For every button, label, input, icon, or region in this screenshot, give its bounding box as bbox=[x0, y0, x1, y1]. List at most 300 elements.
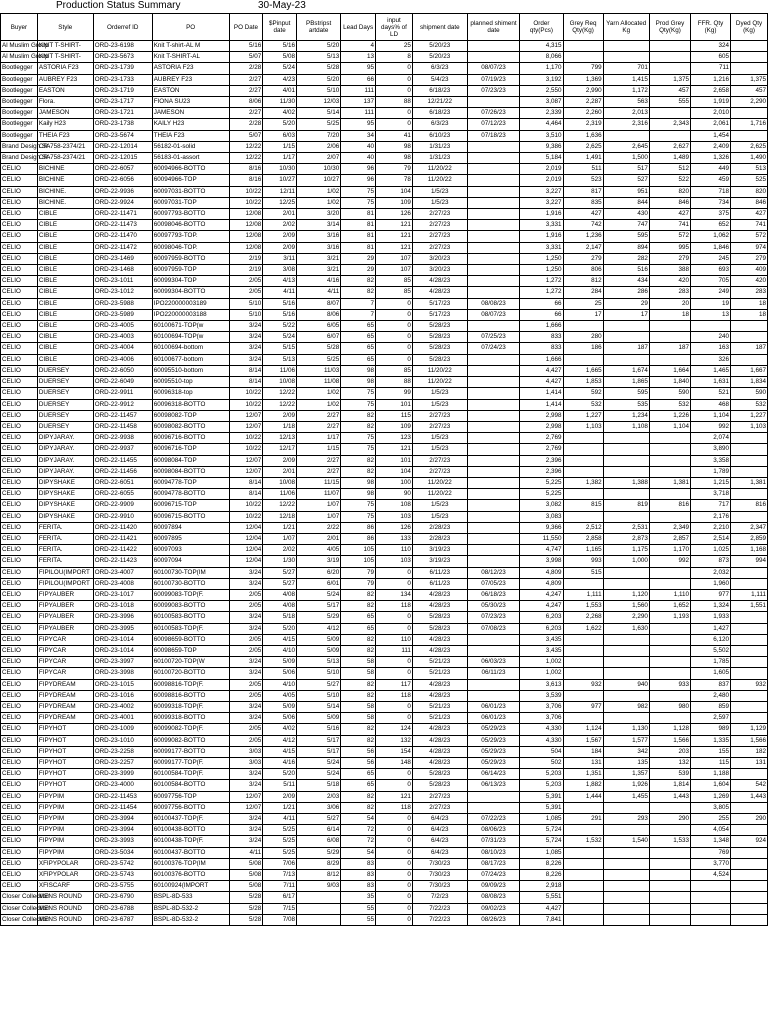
table-cell bbox=[603, 455, 649, 466]
table-cell: 104 bbox=[376, 186, 413, 197]
table-cell: 06/13/23 bbox=[467, 780, 520, 791]
table-cell: 4/16 bbox=[263, 758, 297, 769]
table-row bbox=[1, 791, 768, 802]
table-cell: 2/05 bbox=[229, 645, 263, 656]
table-cell: 1/5/23 bbox=[412, 388, 467, 399]
table-cell: 2/05 bbox=[229, 276, 263, 287]
table-cell: 1,111 bbox=[563, 589, 603, 600]
table-cell: 121 bbox=[376, 791, 413, 802]
table-cell: ORD-23-4000 bbox=[93, 780, 152, 791]
table-row bbox=[1, 287, 768, 298]
table-row bbox=[1, 276, 768, 287]
table-cell: 98 bbox=[341, 365, 376, 376]
table-cell: 993 bbox=[563, 556, 603, 567]
table-cell: 96 bbox=[341, 164, 376, 175]
table-cell: 60098082-TOP bbox=[152, 410, 229, 421]
table-cell: 291 bbox=[563, 814, 603, 825]
table-cell: 1/5/23 bbox=[412, 511, 467, 522]
table-cell: 3,890 bbox=[691, 444, 731, 455]
table-cell: 1/17 bbox=[263, 153, 297, 164]
table-cell: 6/11/23 bbox=[412, 578, 467, 589]
table-cell: 4/05 bbox=[263, 690, 297, 701]
table-cell: 4,315 bbox=[520, 41, 563, 52]
table-cell: 7/13 bbox=[263, 870, 297, 881]
table-row bbox=[1, 825, 768, 836]
table-cell: 7 bbox=[341, 309, 376, 320]
table-cell: 286 bbox=[603, 287, 649, 298]
table-row bbox=[1, 231, 768, 242]
table-cell: 5/13 bbox=[263, 354, 297, 365]
table-cell bbox=[467, 197, 520, 208]
table-cell: 0 bbox=[376, 713, 413, 724]
table-cell: 5/10 bbox=[297, 690, 341, 701]
table-cell: 8,226 bbox=[520, 858, 563, 869]
table-cell: 3,718 bbox=[691, 489, 731, 500]
table-cell: EASTON bbox=[37, 85, 93, 96]
table-cell: 2/05 bbox=[229, 735, 263, 746]
table-cell: CELIO bbox=[1, 287, 38, 298]
table-cell: 2,859 bbox=[731, 533, 768, 544]
table-row bbox=[1, 724, 768, 735]
table-cell: ORD-23-5743 bbox=[93, 870, 152, 881]
table-cell: 0 bbox=[376, 914, 413, 925]
table-cell: 4/28/23 bbox=[412, 634, 467, 645]
table-cell bbox=[731, 668, 768, 679]
table-row bbox=[1, 914, 768, 925]
table-cell: 504 bbox=[520, 746, 563, 757]
table-cell: 187 bbox=[603, 343, 649, 354]
table-cell bbox=[649, 466, 690, 477]
table-cell: 5/28/23 bbox=[412, 612, 467, 623]
table-cell: 10/27 bbox=[263, 175, 297, 186]
table-cell bbox=[467, 421, 520, 432]
table-cell: 83 bbox=[341, 870, 376, 881]
table-cell: 2,319 bbox=[563, 119, 603, 130]
table-cell: 5/28 bbox=[229, 903, 263, 914]
table-cell: 6/08 bbox=[297, 836, 341, 847]
table-cell: 5/06 bbox=[263, 668, 297, 679]
table-cell: 0 bbox=[376, 612, 413, 623]
table-cell: FIPYAUBER bbox=[37, 601, 93, 612]
table-cell bbox=[731, 892, 768, 903]
table-cell: 6/11/23 bbox=[412, 567, 467, 578]
table-cell: 1/31/23 bbox=[412, 141, 467, 152]
table-cell bbox=[467, 511, 520, 522]
table-cell: ORD-23-3995 bbox=[93, 623, 152, 634]
table-cell bbox=[731, 881, 768, 892]
table-cell: 592 bbox=[563, 388, 603, 399]
table-cell: CELIO bbox=[1, 489, 38, 500]
table-cell: 3/21 bbox=[297, 253, 341, 264]
table-cell bbox=[731, 825, 768, 836]
table-cell bbox=[603, 892, 649, 903]
table-cell: 60097093 bbox=[152, 545, 229, 556]
table-cell: 1,236 bbox=[563, 231, 603, 242]
table-cell: 110 bbox=[376, 545, 413, 556]
table-cell: 103 bbox=[376, 556, 413, 567]
table-cell: 82 bbox=[341, 466, 376, 477]
table-cell: 1,789 bbox=[691, 466, 731, 477]
table-cell: FERITA. bbox=[37, 545, 93, 556]
table-row bbox=[1, 758, 768, 769]
table-cell: ORD-23-3993 bbox=[93, 836, 152, 847]
table-cell: 5/28/23 bbox=[412, 780, 467, 791]
table-cell: 118 bbox=[376, 690, 413, 701]
table-cell bbox=[649, 578, 690, 589]
table-cell: 5,551 bbox=[520, 892, 563, 903]
table-cell: 4/28/23 bbox=[412, 589, 467, 600]
table-cell: 107 bbox=[376, 253, 413, 264]
table-cell: 1,553 bbox=[563, 601, 603, 612]
table-cell: 08/10/23 bbox=[467, 847, 520, 858]
table-cell bbox=[563, 52, 603, 63]
table-row bbox=[1, 343, 768, 354]
table-cell: 2/27/23 bbox=[412, 209, 467, 220]
table-cell: 07/08/23 bbox=[467, 623, 520, 634]
table-cell: 07/23/23 bbox=[467, 85, 520, 96]
table-cell: DUERSEY bbox=[37, 365, 93, 376]
table-cell: 3/06 bbox=[297, 802, 341, 813]
table-cell: 1/15 bbox=[297, 444, 341, 455]
table-cell: 0 bbox=[376, 892, 413, 903]
table-cell: 0 bbox=[376, 825, 413, 836]
table-cell: 20 bbox=[649, 298, 690, 309]
table-cell: 07/31/23 bbox=[467, 836, 520, 847]
table-cell: 4/02 bbox=[263, 724, 297, 735]
table-cell: 8/06 bbox=[229, 97, 263, 108]
table-cell: 1,630 bbox=[603, 623, 649, 634]
table-cell: 817 bbox=[563, 186, 603, 197]
table-cell: 5/10 bbox=[297, 85, 341, 96]
table-cell: 2,268 bbox=[563, 612, 603, 623]
table-cell bbox=[467, 276, 520, 287]
table-cell: 1,665 bbox=[563, 365, 603, 376]
table-cell bbox=[731, 858, 768, 869]
table-cell: 5/25 bbox=[297, 354, 341, 365]
table-cell: DUERSEY bbox=[37, 399, 93, 410]
table-cell: FIPYHOT bbox=[37, 769, 93, 780]
table-cell: 60097031-BOTTO bbox=[152, 186, 229, 197]
table-cell: 09/09/23 bbox=[467, 881, 520, 892]
table-cell: CELIO bbox=[1, 645, 38, 656]
table-cell: 07/22/23 bbox=[467, 814, 520, 825]
table-cell bbox=[563, 657, 603, 668]
table-cell: Bootlegger bbox=[1, 74, 38, 85]
table-cell bbox=[603, 825, 649, 836]
table-cell: 1,785 bbox=[691, 657, 731, 668]
table-row bbox=[1, 108, 768, 119]
table-cell: 1,443 bbox=[731, 791, 768, 802]
table-cell bbox=[563, 713, 603, 724]
table-cell bbox=[649, 444, 690, 455]
table-cell: 58 bbox=[341, 713, 376, 724]
table-cell: 4/02 bbox=[263, 108, 297, 119]
table-cell: 2/05 bbox=[229, 690, 263, 701]
table-cell: CR-758-2374/21 bbox=[37, 153, 93, 164]
table-cell: FIPYAUBER bbox=[37, 589, 93, 600]
table-cell: 3/24 bbox=[229, 836, 263, 847]
table-cell: 79 bbox=[341, 567, 376, 578]
table-cell bbox=[467, 365, 520, 376]
table-cell: 290 bbox=[649, 814, 690, 825]
table-cell: ORD-23-2257 bbox=[93, 758, 152, 769]
table-cell bbox=[603, 903, 649, 914]
table-cell: 72 bbox=[341, 825, 376, 836]
table-cell: 11/20/22 bbox=[412, 489, 467, 500]
table-cell: Bootlegger bbox=[1, 119, 38, 130]
table-cell: ORD-22-11423 bbox=[93, 556, 152, 567]
table-cell: 121 bbox=[376, 231, 413, 242]
table-cell: ORD-22-6056 bbox=[93, 175, 152, 186]
table-cell: 06/14/23 bbox=[467, 769, 520, 780]
table-row bbox=[1, 209, 768, 220]
table-cell: 3/19/23 bbox=[412, 545, 467, 556]
table-cell: 3/20/23 bbox=[412, 253, 467, 264]
table-cell: FERITA. bbox=[37, 533, 93, 544]
table-cell bbox=[297, 892, 341, 903]
table-cell: FIPYAUBER bbox=[37, 612, 93, 623]
table-cell: 1,326 bbox=[691, 153, 731, 164]
table-row bbox=[1, 253, 768, 264]
table-cell bbox=[649, 634, 690, 645]
table-cell: 1,933 bbox=[691, 612, 731, 623]
table-cell: 5/16 bbox=[229, 41, 263, 52]
table-cell: 5/07 bbox=[229, 130, 263, 141]
production-status-table bbox=[0, 13, 768, 926]
table-cell: ORD-23-1469 bbox=[93, 253, 152, 264]
table-cell: 85 bbox=[376, 287, 413, 298]
table-cell: ORD-23-5988 bbox=[93, 298, 152, 309]
table-cell: CELIO bbox=[1, 265, 38, 276]
table-cell: 0 bbox=[376, 769, 413, 780]
table-cell: 1/30 bbox=[263, 556, 297, 567]
table-cell bbox=[649, 802, 690, 813]
table-cell: FIPYPIM bbox=[37, 802, 93, 813]
table-cell: 4/11 bbox=[263, 814, 297, 825]
table-cell: ORD-23-3994 bbox=[93, 825, 152, 836]
table-cell bbox=[467, 455, 520, 466]
table-cell bbox=[731, 612, 768, 623]
table-cell: 0 bbox=[376, 858, 413, 869]
table-cell: BICHINE bbox=[37, 164, 93, 175]
table-cell: 2/27 bbox=[229, 74, 263, 85]
table-cell: 9,366 bbox=[520, 522, 563, 533]
table-cell bbox=[731, 701, 768, 712]
table-cell bbox=[691, 321, 731, 332]
table-cell: 2,597 bbox=[691, 713, 731, 724]
table-cell: 60100694-bottom bbox=[152, 343, 229, 354]
table-cell: 1/07 bbox=[263, 533, 297, 544]
table-cell: 8/16 bbox=[229, 164, 263, 175]
table-cell: 81 bbox=[341, 242, 376, 253]
table-cell: 290 bbox=[731, 814, 768, 825]
table-cell: 07/25/23 bbox=[467, 332, 520, 343]
table-cell: FERITA. bbox=[37, 556, 93, 567]
table-cell: 60099083-TOP(F. bbox=[152, 589, 229, 600]
table-cell: 539 bbox=[649, 769, 690, 780]
table-cell: CELIO bbox=[1, 444, 38, 455]
table-cell: 4/23 bbox=[263, 74, 297, 85]
table-cell: 932 bbox=[731, 679, 768, 690]
table-row bbox=[1, 533, 768, 544]
table-cell: CELIO bbox=[1, 388, 38, 399]
table-cell: 4,524 bbox=[691, 870, 731, 881]
table-cell: 5/24 bbox=[297, 758, 341, 769]
table-cell: 19 bbox=[691, 298, 731, 309]
table-cell: 5/24 bbox=[263, 63, 297, 74]
table-row bbox=[1, 332, 768, 343]
table-cell: 60100376-BOTTO bbox=[152, 870, 229, 881]
table-cell: BSPL-8D-533 bbox=[152, 892, 229, 903]
table-cell: 6/01 bbox=[297, 578, 341, 589]
table-cell: CELIO bbox=[1, 858, 38, 869]
table-cell: 10/08 bbox=[263, 477, 297, 488]
table-cell: 131 bbox=[731, 758, 768, 769]
table-cell: 8/06 bbox=[297, 309, 341, 320]
table-cell: 5,391 bbox=[520, 802, 563, 813]
table-row bbox=[1, 197, 768, 208]
table-cell: CELIO bbox=[1, 253, 38, 264]
table-cell: 2/28/23 bbox=[412, 533, 467, 544]
table-cell: 155 bbox=[691, 746, 731, 757]
table-cell: ORD-23-5674 bbox=[93, 130, 152, 141]
table-cell: 1/5/23 bbox=[412, 399, 467, 410]
table-cell: 3,706 bbox=[520, 713, 563, 724]
table-cell: DIPYSHAKE bbox=[37, 500, 93, 511]
table-cell bbox=[649, 645, 690, 656]
table-row bbox=[1, 141, 768, 152]
table-cell: ORD-22-9936 bbox=[93, 186, 152, 197]
table-cell bbox=[563, 354, 603, 365]
table-cell: 2,857 bbox=[649, 533, 690, 544]
table-cell: CELIO bbox=[1, 399, 38, 410]
table-cell: 1/02 bbox=[297, 197, 341, 208]
table-cell: 79 bbox=[341, 578, 376, 589]
table-cell: ORD-22-9924 bbox=[93, 197, 152, 208]
table-cell bbox=[563, 858, 603, 869]
table-cell: 1,674 bbox=[603, 365, 649, 376]
table-cell bbox=[731, 623, 768, 634]
table-cell bbox=[731, 41, 768, 52]
table-cell: 427 bbox=[563, 209, 603, 220]
table-cell: 5/27 bbox=[263, 578, 297, 589]
table-cell bbox=[467, 97, 520, 108]
table-cell: ORD-22-9909 bbox=[93, 500, 152, 511]
table-cell: 60097793-TOP. bbox=[152, 231, 229, 242]
table-cell: 769 bbox=[691, 847, 731, 858]
table-cell: 135 bbox=[603, 758, 649, 769]
table-cell: CELIO bbox=[1, 332, 38, 343]
table-cell: 124 bbox=[376, 724, 413, 735]
table-cell: 1/5/23 bbox=[412, 500, 467, 511]
table-cell: CIBLE bbox=[37, 242, 93, 253]
table-cell: IPO220000003188 bbox=[152, 309, 229, 320]
table-cell: 6/3/23 bbox=[412, 63, 467, 74]
table-cell bbox=[467, 242, 520, 253]
table-cell bbox=[649, 657, 690, 668]
table-cell bbox=[467, 164, 520, 175]
table-cell: 2/05 bbox=[229, 589, 263, 600]
table-cell: 1,110 bbox=[649, 589, 690, 600]
table-cell bbox=[649, 903, 690, 914]
column-header: $Pinput date bbox=[263, 14, 297, 41]
table-row bbox=[1, 679, 768, 690]
table-cell: CELIO bbox=[1, 758, 38, 769]
table-cell bbox=[467, 410, 520, 421]
table-cell: 1/07 bbox=[297, 500, 341, 511]
table-cell: 10/22 bbox=[229, 511, 263, 522]
table-cell: 12/11 bbox=[263, 186, 297, 197]
table-cell: 590 bbox=[731, 388, 768, 399]
table-cell bbox=[603, 858, 649, 869]
table-cell: 283 bbox=[731, 287, 768, 298]
table-cell: 12/04 bbox=[229, 545, 263, 556]
table-cell bbox=[467, 433, 520, 444]
table-cell: 1,533 bbox=[649, 836, 690, 847]
table-cell bbox=[467, 545, 520, 556]
table-row bbox=[1, 85, 768, 96]
table-cell: 1,604 bbox=[691, 780, 731, 791]
table-cell: CELIO bbox=[1, 814, 38, 825]
table-cell: 924 bbox=[731, 836, 768, 847]
table-cell: 2/07 bbox=[297, 153, 341, 164]
table-cell: 532 bbox=[563, 399, 603, 410]
table-cell: 1,853 bbox=[563, 377, 603, 388]
table-row bbox=[1, 567, 768, 578]
table-cell: 4/10 bbox=[263, 679, 297, 690]
table-cell: 60096318-top bbox=[152, 388, 229, 399]
table-cell: 1,227 bbox=[731, 410, 768, 421]
table-cell: 6,203 bbox=[520, 623, 563, 634]
table-cell: 0 bbox=[376, 119, 413, 130]
table-cell: CIBLE bbox=[37, 231, 93, 242]
table-cell bbox=[731, 489, 768, 500]
table-cell: ORD-22-6055 bbox=[93, 489, 152, 500]
table-cell: 82 bbox=[341, 455, 376, 466]
table-cell: 5/27 bbox=[297, 679, 341, 690]
table-cell: 3/24 bbox=[229, 612, 263, 623]
table-cell: 25 bbox=[563, 298, 603, 309]
table-cell: 2,339 bbox=[520, 108, 563, 119]
table-cell bbox=[649, 511, 690, 522]
table-cell: 1,716 bbox=[731, 119, 768, 130]
table-cell: 82 bbox=[341, 634, 376, 645]
table-cell bbox=[563, 645, 603, 656]
table-cell: 2/09 bbox=[263, 791, 297, 802]
table-cell bbox=[603, 578, 649, 589]
table-cell: 3,770 bbox=[691, 858, 731, 869]
table-cell: 532 bbox=[649, 399, 690, 410]
table-row bbox=[1, 690, 768, 701]
column-header: PBstripst artdate bbox=[297, 14, 341, 41]
report-date: 30-May-23 bbox=[258, 0, 306, 11]
table-cell: 4,747 bbox=[520, 545, 563, 556]
table-cell: 4/15 bbox=[263, 634, 297, 645]
table-cell: KNIT T-SHIRT- bbox=[37, 41, 93, 52]
table-row bbox=[1, 870, 768, 881]
table-cell: 2,769 bbox=[520, 444, 563, 455]
table-row bbox=[1, 769, 768, 780]
table-row bbox=[1, 433, 768, 444]
table-cell: 7/22/23 bbox=[412, 903, 467, 914]
table-cell: 05/29/23 bbox=[467, 724, 520, 735]
table-cell: 527 bbox=[603, 175, 649, 186]
table-row bbox=[1, 780, 768, 791]
table-cell: CELIO bbox=[1, 533, 38, 544]
table-cell: 1,840 bbox=[649, 377, 690, 388]
table-row bbox=[1, 119, 768, 130]
table-cell: 4,809 bbox=[520, 567, 563, 578]
